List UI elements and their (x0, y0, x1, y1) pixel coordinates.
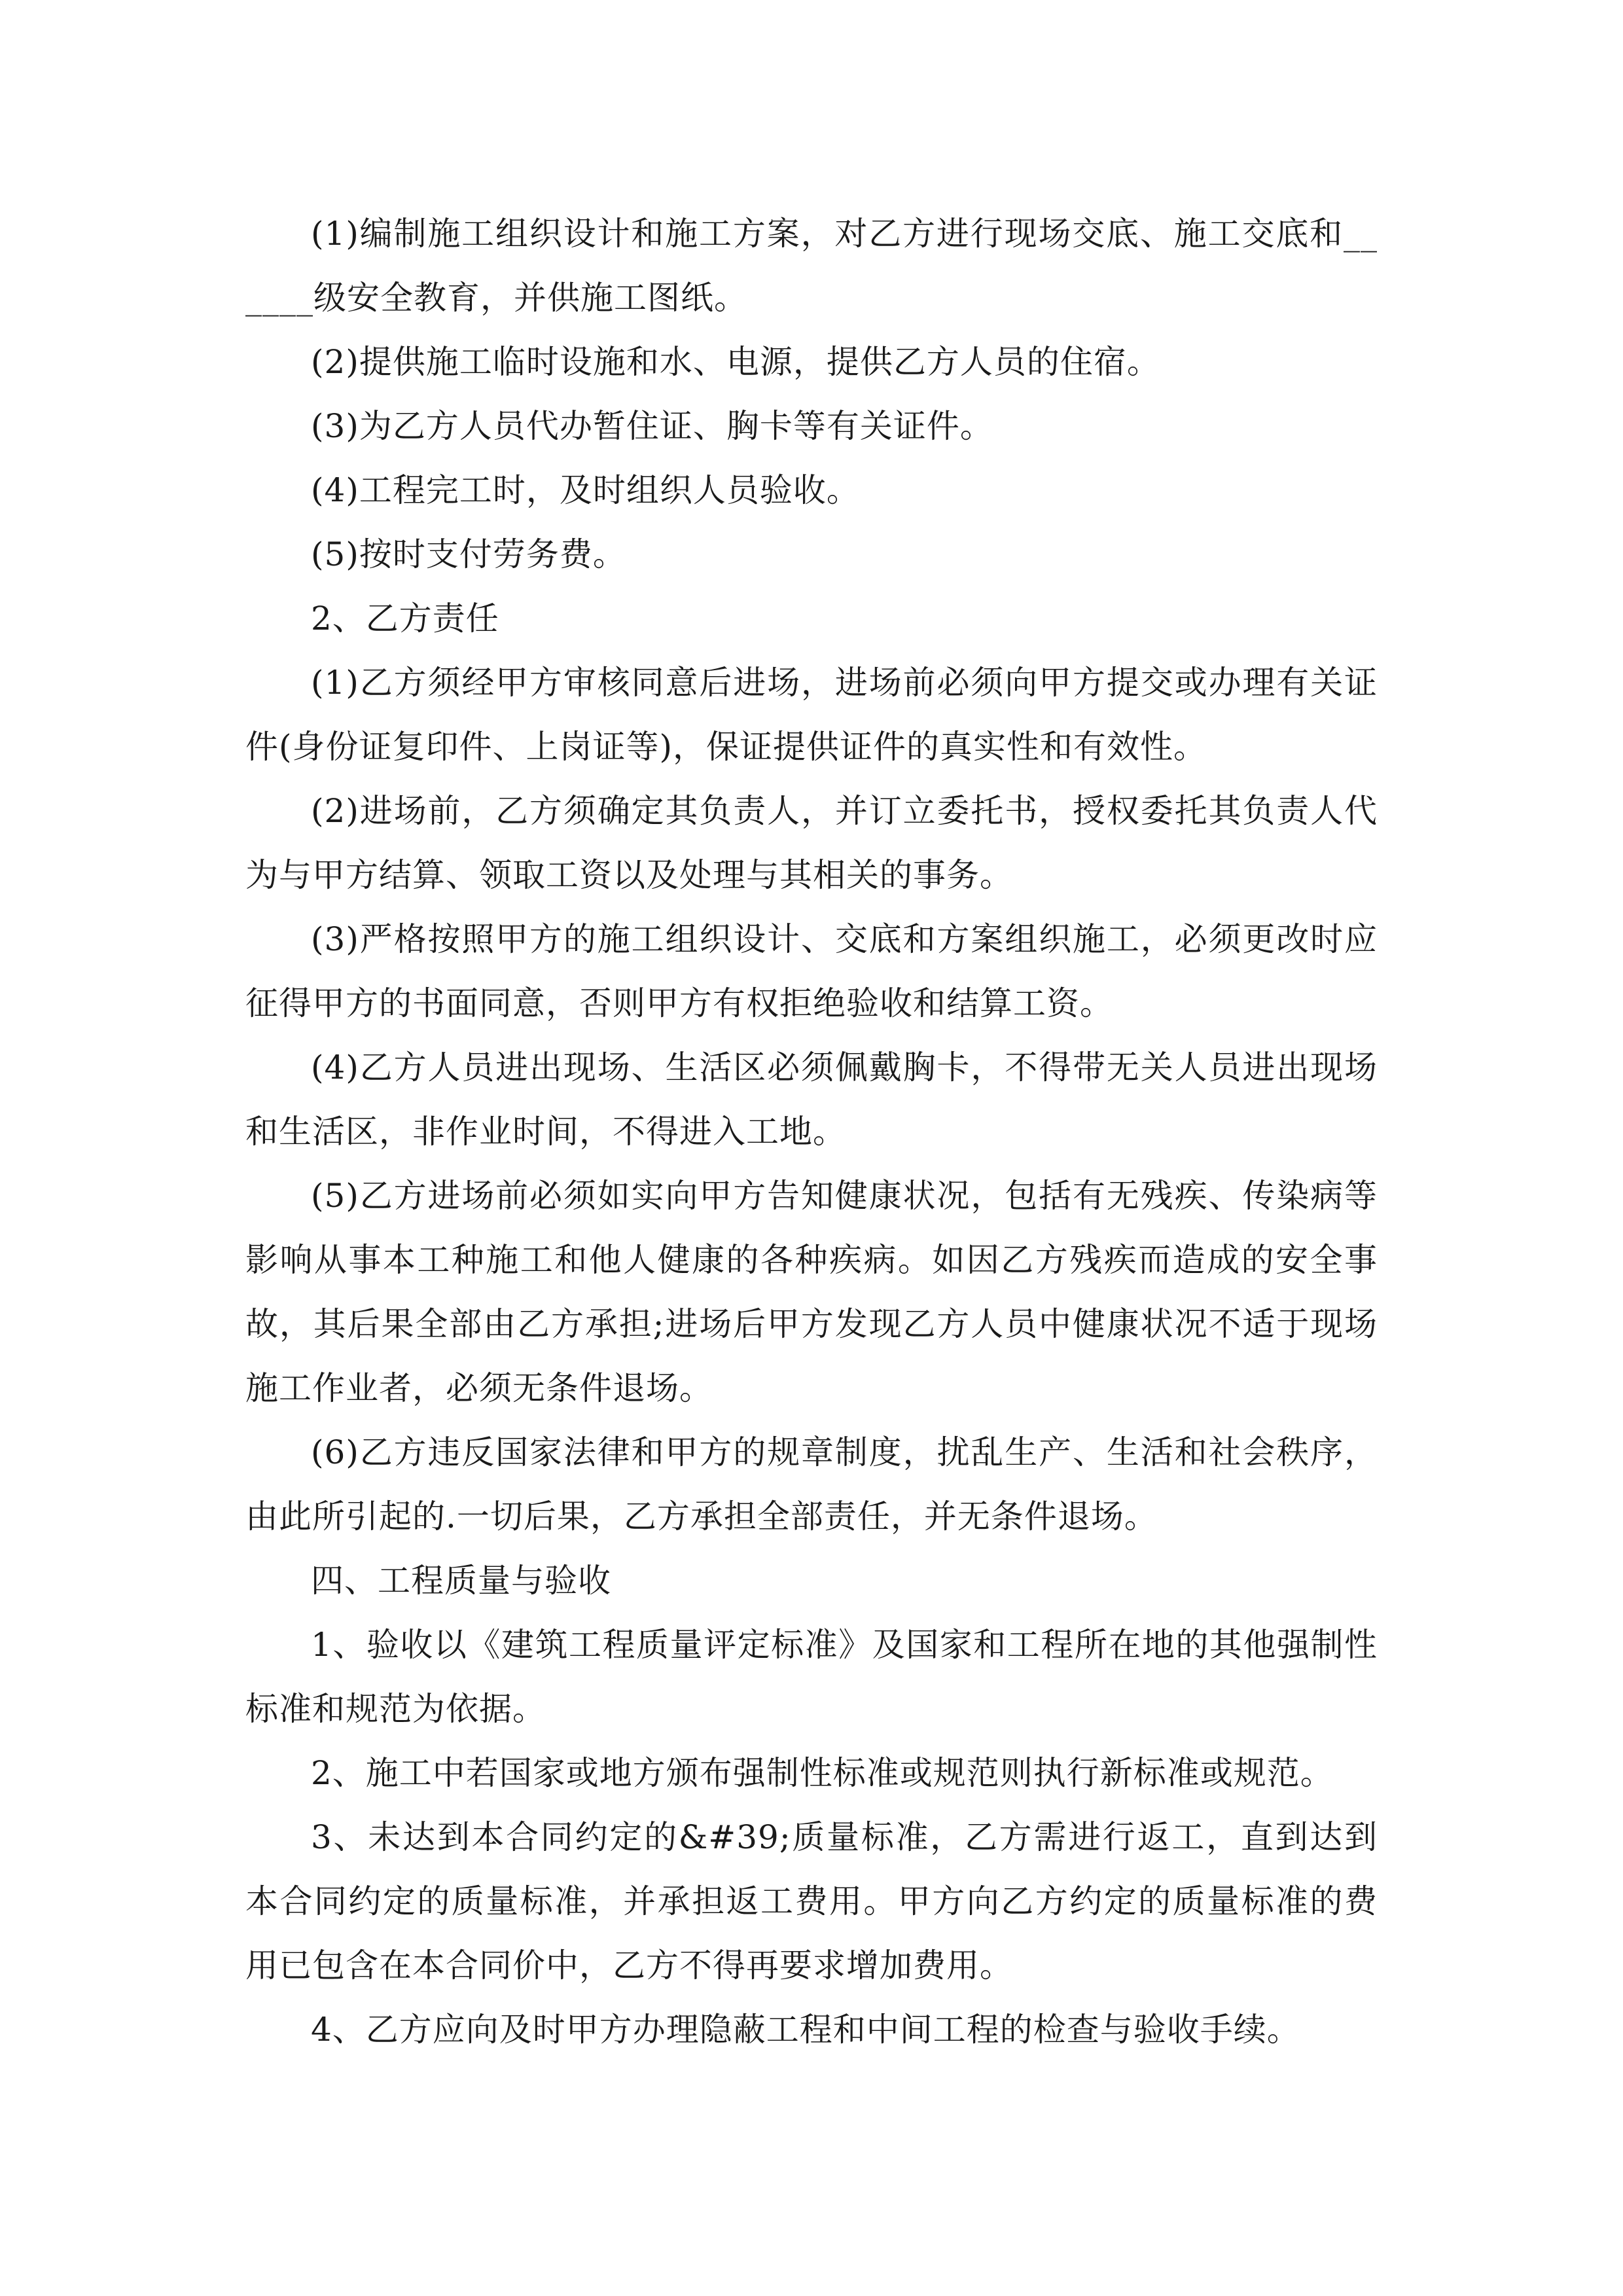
clause-party-a-1: (1)编制施工组织设计和施工方案，对乙方进行现场交底、施工交底和______级安全教育，并供施工图纸。 (245, 215, 1378, 317)
clause-party-b-3: (3)严格按照甲方的施工组织设计、交底和方案组织施工，必须更改时应征得甲方的书面同意，否则甲方有权拒绝验收和结算工资。 (245, 920, 1378, 1022)
clause-party-b-2: (2)进场前，乙方须确定其负责人，并订立委托书，授权委托其负责人代为与甲方结算、领取工资以及处理与其相关的事务。 (245, 792, 1378, 894)
clause-quality-2: 2、施工中若国家或地方颁布强制性标准或规范则执行新标准或规范。 (311, 1754, 1334, 1792)
clause-party-a-3: (3)为乙方人员代办暂住证、胸卡等有关证件。 (311, 407, 993, 445)
clause-party-b-1: (1)乙方须经甲方审核同意后进场，进场前必须向甲方提交或办理有关证件(身份证复印件、上岗证等)，保证提供证件的真实性和有效性。 (245, 664, 1378, 766)
clause-party-a-4: (4)工程完工时，及时组织人员验收。 (311, 471, 860, 509)
section-heading-quality: 四、工程质量与验收 (311, 1562, 611, 1600)
clause-party-b-6: (6)乙方违反国家法律和甲方的规章制度，扰乱生产、生活和社会秩序，由此所引起的.一切后果，乙方承担全部责任，并无条件退场。 (245, 1433, 1378, 1535)
clause-party-b-4: (4)乙方人员进出现场、生活区必须佩戴胸卡，不得带无关人员进出现场和生活区，非作业时间，不得进入工地。 (245, 1049, 1378, 1151)
document-body (245, 202, 1378, 2062)
clause-party-b-5: (5)乙方进场前必须如实向甲方告知健康状况，包括有无残疾、传染病等影响从事本工种施工和他人健康的各种疾病。如因乙方残疾而造成的安全事故，其后果全部由乙方承担;进场后甲方发现乙方人员中健康状况不适于现场施工作业者，必须无条件退场。 (245, 1177, 1378, 1407)
section-heading-party-b: 2、乙方责任 (311, 600, 499, 637)
clause-party-a-5: (5)按时支付劳务费。 (311, 535, 626, 573)
clause-quality-3: 3、未达到本合同约定的&#39;质量标准，乙方需进行返工，直到达到本合同约定的质量标准，并承担返工费用。甲方向乙方约定的质量标准的费用已包含在本合同价中，乙方不得再要求增加费用。 (245, 1818, 1378, 1984)
clause-party-a-2: (2)提供施工临时设施和水、电源，提供乙方人员的住宿。 (311, 343, 1160, 381)
clause-quality-1: 1、验收以《建筑工程质量评定标准》及国家和工程所在地的其他强制性标准和规范为依据。 (245, 1626, 1378, 1728)
clause-quality-4: 4、乙方应向及时甲方办理隐蔽工程和中间工程的检查与验收手续。 (311, 2011, 1300, 2049)
